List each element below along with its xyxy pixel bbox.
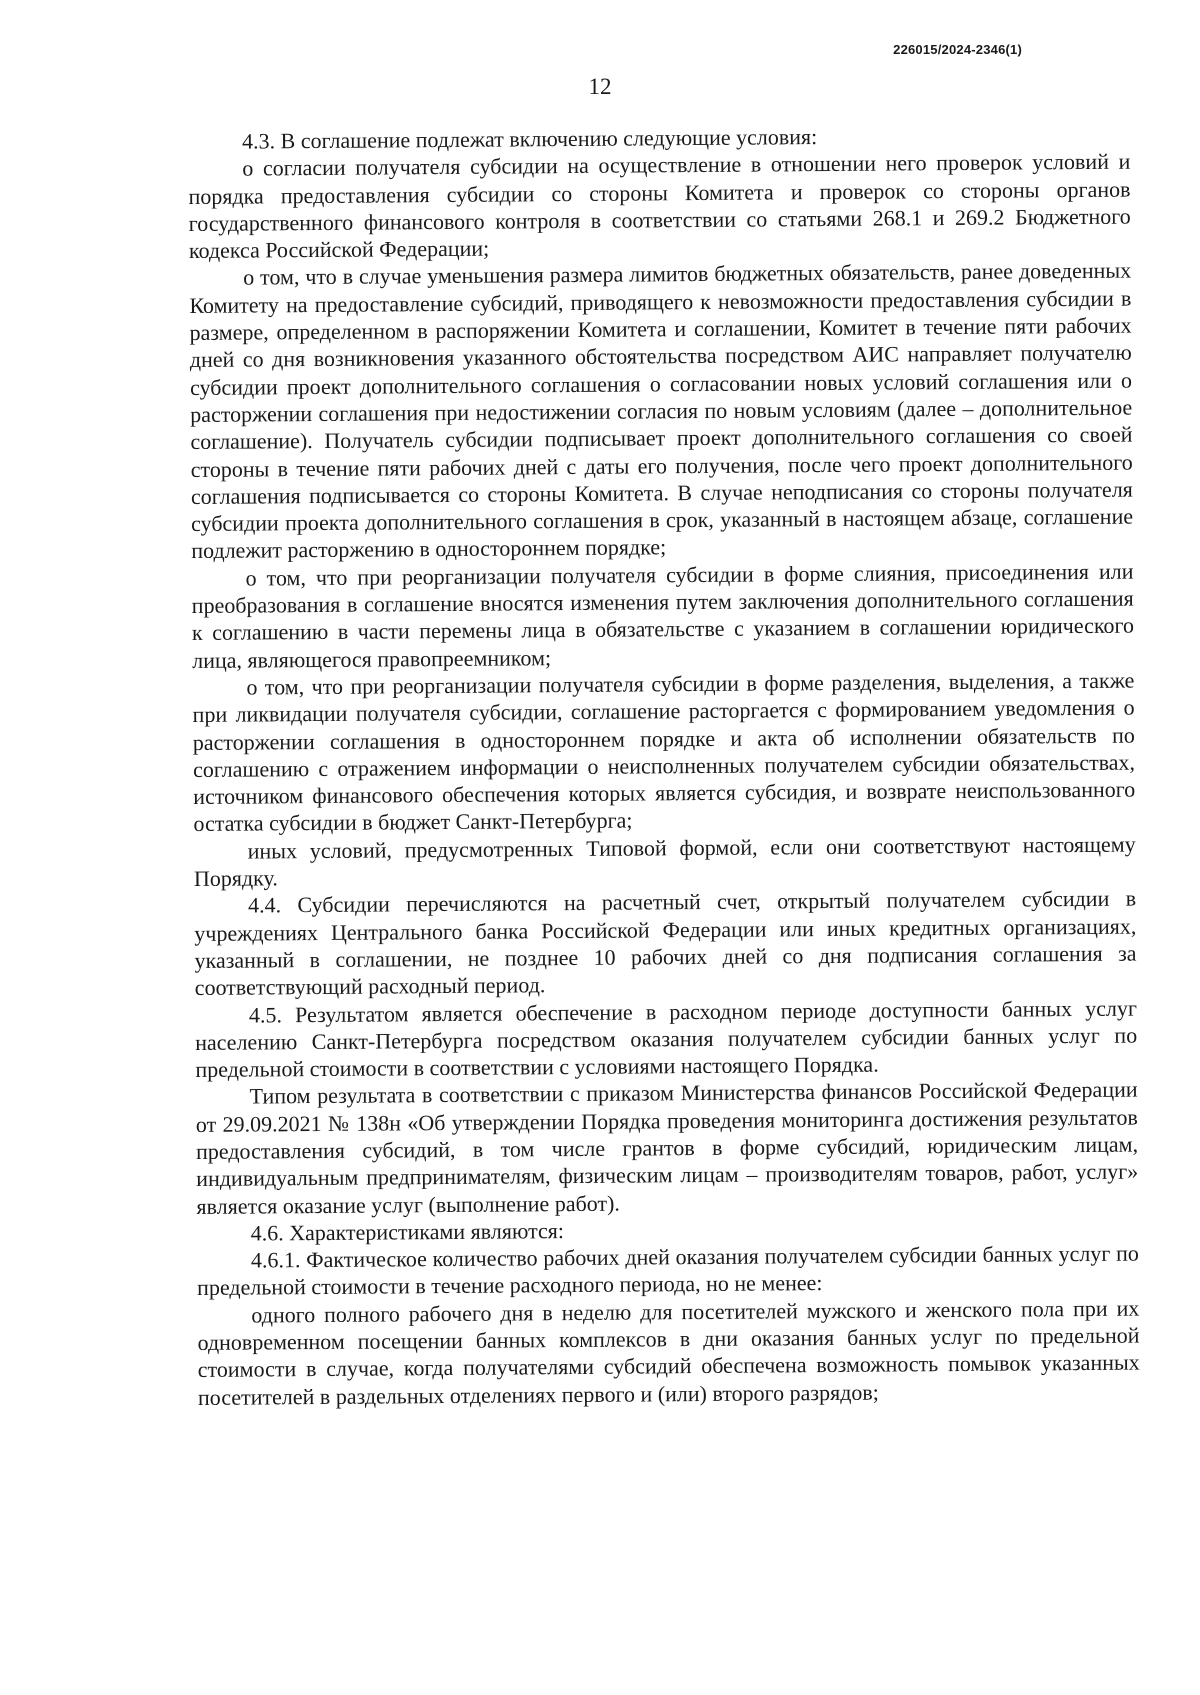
paragraph-other-conditions: иных условий, предусмотренных Типовой формой, если они соответствуют настоящему Порядку. [193,831,1136,891]
paragraph-reorganization-division: о том, что при реорганизации получателя субсидии в форме разделения, выделения, а также при ликвидации получателя субсидии, соглашение расторгается с формированием уведомления о расторжении соглашения в одностороннем порядке и акта об исполнении обязательств по соглашению с отражением информации о неисполненных получателем субсидии обязательствах, источником финансового обеспечения которых является субсидия, и возврате неиспользованного остатка субсидии в бюджет Санкт-Петербурга; [192,667,1136,837]
document-body [188,121,1140,1411]
paragraph-4-3: 4.3. В соглашение подлежат включению следующие условия: [242,124,818,154]
paragraph-4-5: 4.5. Результатом является обеспечение в расходном периоде доступности банных услуг населению Санкт-Петербурга посредством оказания получателем субсидии банных услуг по предельной стоимости в соответствии с условиями настоящего Порядка. [195,995,1138,1083]
paragraph-result-type: Типом результата в соответствии с приказом Министерства финансов Российской Федерации от 29.09.2021 № 138н «Об утверждении Порядка проведения мониторинга достижения результатов предоставления субсидий, в том числе грантов в форме субсидий, юридическим лицам, индивидуальным предпринимателям, физическим лицам – производителям товаров, работ, услуг» является оказание услуг (выполнение работ). [195,1076,1139,1219]
paragraph-reorganization-merger: о том, что при реорганизации получателя субсидии в форме слияния, присоединения или преобразования в соглашение вносятся изменения путем заключения дополнительного соглашения к соглашению в части перемены лица в обязательстве с указанием в соглашении юридического лица, являющегося правопреемником; [191,558,1135,673]
page-number: 12 [588,74,612,99]
paragraph-4-6: 4.6. Характеристиками являются: [250,1217,565,1246]
paragraph-budget-limits-reduction: о том, что в случае уменьшения размера лимитов бюджетных обязательств, ранее доведенных Комитету на предоставление субсидий, приводящего к невозможности предоставления субсидии в размере, определенном в распоряжении Комитета и соглашении, Комитет в течение пяти рабочих дней со дня возникновения указанного обстоятельства посредством АИС направляет получателю субсидии проект дополнительного соглашения о согласовании новых условий соглашения или о расторжении соглашения при недостижении согласия по новым условиям (далее – дополнительное соглашение). Получатель субсидии подписывает проект дополнительного соглашения со своей стороны в течение пяти рабочих дней с даты его получения, после чего проект дополнительного соглашения подписывается со стороны Комитета. В случае неподписания со стороны получателя субсидии проекта дополнительного соглашения в срок, указанный в настоящем абзаце, соглашение подлежит расторжению в одностороннем порядке; [189,258,1134,564]
document-id: 226015/2024-2346(1) [893,42,1022,57]
paragraph-4-6-1: 4.6.1. Фактическое количество рабочих дней оказания получателем субсидии банных услуг по предельной стоимости в течение расходного периода, но не менее: [197,1240,1139,1301]
paragraph-verification-consent: о согласии получателя субсидии на осуществление в отношении него проверок условий и порядка предоставления субсидии со стороны Комитета и проверок со стороны органов государственного финансового контроля в соответствии со статьями 268.1 и 269.2 Бюджетного кодекса Российской Федерации; [188,148,1131,264]
paragraph-working-day-requirement: одного полного рабочего дня в неделю для посетителей мужского и женского пола при их одновременном посещении банных комплексов в дни оказания банных услуг по предельной стоимости в случае, когда получателями субсидий обеспечена возможность помывок указанных посетителей в раздельных отделениях первого и (или) второго разрядов; [197,1295,1140,1410]
paragraph-4-4: 4.4. Субсидии перечисляются на расчетный счет, открытый получателем субсидии в учреждениях Центрального банка Российской Федерации или иных кредитных организациях, указанный в соглашении, не позднее 10 рабочих дней со дня подписания соглашения за соответствующий расходный период. [194,885,1137,1001]
